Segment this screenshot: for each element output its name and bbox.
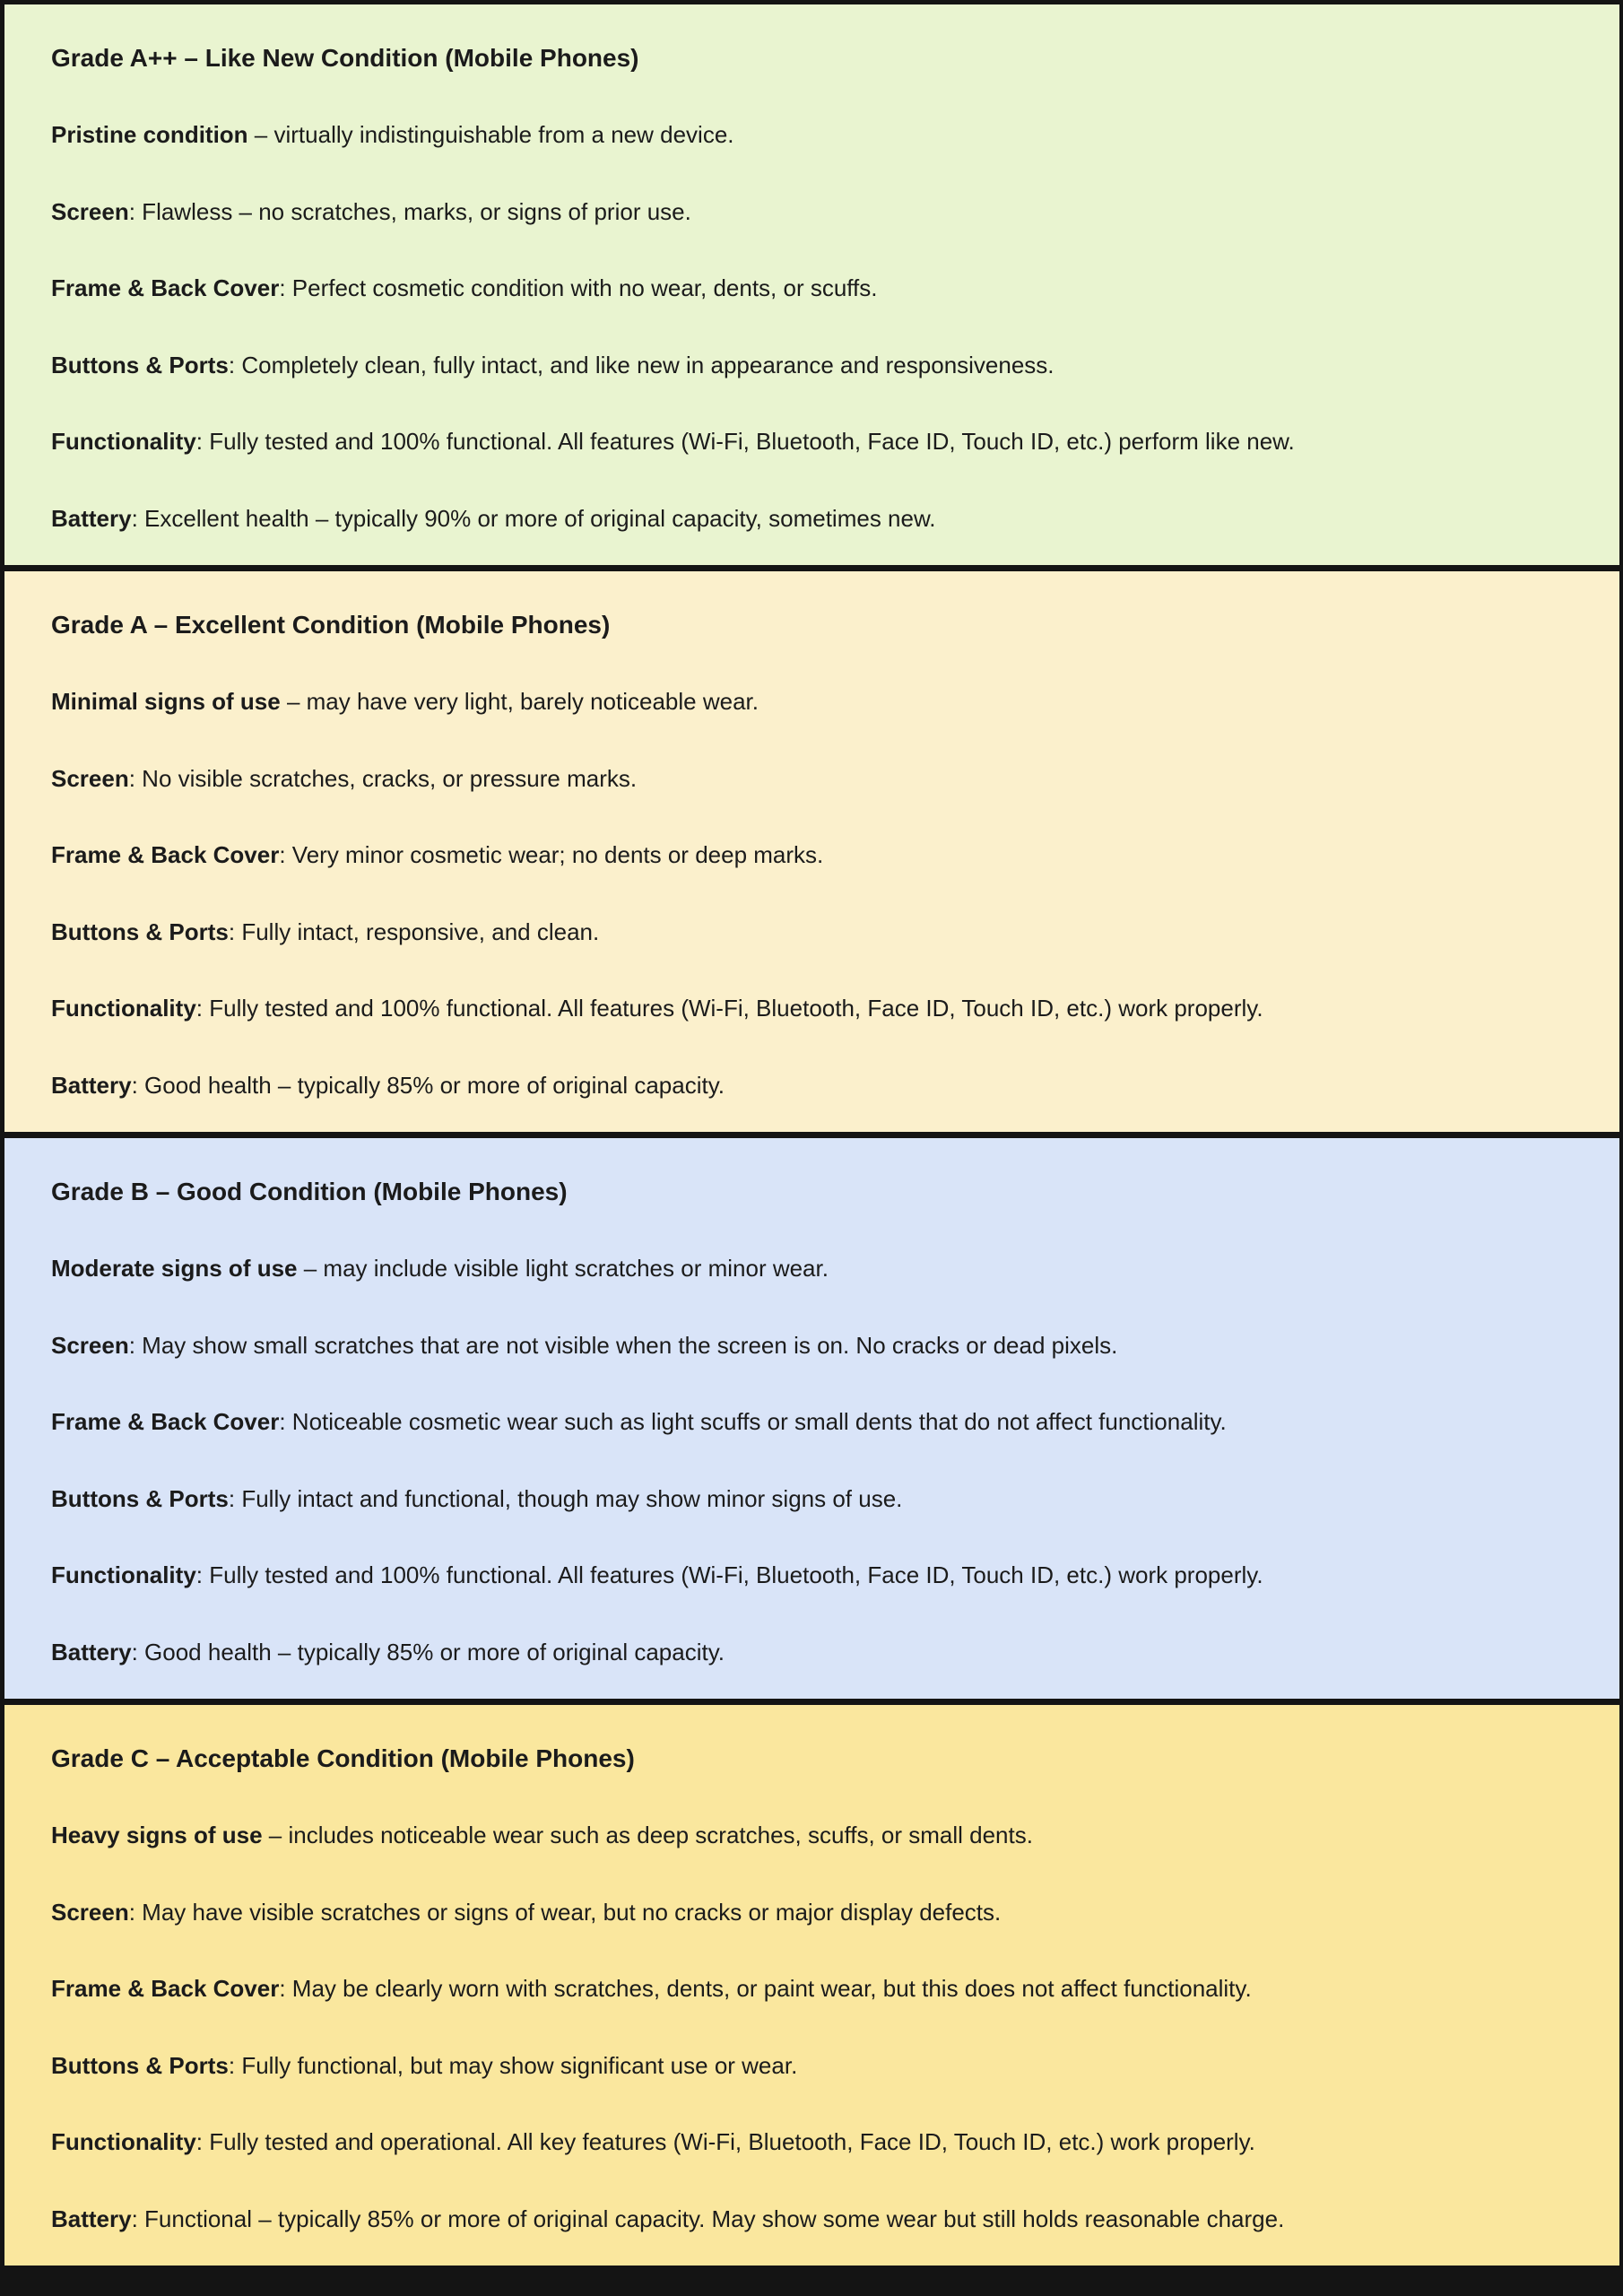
condition-text: : Good health – typically 85% or more of original capacity. xyxy=(131,1638,725,1665)
condition-label: Battery xyxy=(51,2205,132,2232)
condition-label: Battery xyxy=(51,1638,132,1665)
condition-text: – includes noticeable wear such as deep scratches, scuffs, or small dents. xyxy=(262,1822,1033,1848)
condition-label: Battery xyxy=(51,504,132,532)
condition-label: Functionality xyxy=(51,1561,196,1588)
condition-summary-item xyxy=(51,1254,1570,1283)
condition-label: Screen xyxy=(51,764,129,792)
condition-label: Battery xyxy=(51,1071,132,1099)
frame-back-cover-item xyxy=(51,1407,1570,1437)
battery-item xyxy=(51,2205,1570,2234)
buttons-ports-item xyxy=(51,351,1570,380)
battery-item xyxy=(51,1071,1570,1100)
condition-text: – may have very light, barely noticeable wear. xyxy=(280,688,759,715)
condition-summary-item xyxy=(51,120,1570,150)
condition-text: : May show small scratches that are not visible when the screen is on. No cracks or dead pixels. xyxy=(128,1331,1118,1359)
condition-summary-item xyxy=(51,687,1570,717)
section-title: Grade C – Acceptable Condition (Mobile Phones) xyxy=(51,1744,635,1772)
condition-text: : Perfect cosmetic condition with no wear, dents, or scuffs. xyxy=(279,274,878,301)
screen-item xyxy=(51,764,1570,794)
condition-label: Functionality xyxy=(51,428,196,455)
grade-b-section xyxy=(4,1138,1619,1699)
functionality-item xyxy=(51,2127,1570,2157)
functionality-item xyxy=(51,994,1570,1023)
condition-label: Screen xyxy=(51,1331,129,1359)
buttons-ports-item xyxy=(51,1484,1570,1514)
condition-label: Buttons & Ports xyxy=(51,351,229,378)
condition-text: : May have visible scratches or signs of wear, but no cracks or major display defects. xyxy=(128,1898,1002,1926)
frame-back-cover-item xyxy=(51,274,1570,303)
condition-text: : No visible scratches, cracks, or pressure marks. xyxy=(128,764,638,792)
screen-item xyxy=(51,1331,1570,1361)
condition-text: – virtually indistinguishable from a new device. xyxy=(247,121,734,148)
condition-text: : Fully intact and functional, though may show minor signs of use. xyxy=(228,1484,903,1512)
condition-label: Frame & Back Cover xyxy=(51,1408,280,1435)
grading-guide xyxy=(4,4,1619,2266)
grade-c-section xyxy=(4,1705,1619,2266)
condition-label: Screen xyxy=(51,1898,129,1926)
condition-text: : Fully functional, but may show significant use or wear. xyxy=(228,2051,798,2079)
screen-item xyxy=(51,197,1570,227)
condition-label: Functionality xyxy=(51,995,196,1022)
condition-label: Buttons & Ports xyxy=(51,2051,229,2079)
screen-item xyxy=(51,1898,1570,1927)
condition-label: Frame & Back Cover xyxy=(51,1975,280,2002)
section-title: Grade A – Excellent Condition (Mobile Phones) xyxy=(51,611,611,639)
condition-text: : Very minor cosmetic wear; no dents or deep marks. xyxy=(279,841,824,868)
buttons-ports-item xyxy=(51,918,1570,947)
condition-text: : Flawless – no scratches, marks, or signs of prior use. xyxy=(128,197,691,225)
section-title: Grade A++ – Like New Condition (Mobile Phones) xyxy=(51,44,639,72)
battery-item xyxy=(51,1638,1570,1667)
condition-text: : Excellent health – typically 90% or more of original capacity, sometimes new. xyxy=(131,504,936,532)
condition-label: Heavy signs of use xyxy=(51,1822,263,1848)
condition-label: Pristine condition xyxy=(51,121,248,148)
condition-label: Buttons & Ports xyxy=(51,1484,229,1512)
condition-text: : May be clearly worn with scratches, dents, or paint wear, but this does not affect functionality. xyxy=(279,1975,1252,2002)
condition-label: Frame & Back Cover xyxy=(51,841,280,868)
condition-label: Screen xyxy=(51,197,129,225)
condition-text: : Functional – typically 85% or more of original capacity. May show some wear but still holds reasonable charge. xyxy=(131,2205,1285,2232)
condition-summary-item xyxy=(51,1821,1570,1850)
condition-text: : Completely clean, fully intact, and like new in appearance and responsiveness. xyxy=(228,351,1055,378)
condition-label: Minimal signs of use xyxy=(51,688,281,715)
condition-text: – may include visible light scratches or minor wear. xyxy=(297,1255,829,1282)
functionality-item xyxy=(51,1561,1570,1590)
functionality-item xyxy=(51,427,1570,457)
battery-item xyxy=(51,504,1570,534)
condition-label: Frame & Back Cover xyxy=(51,274,280,301)
section-title: Grade B – Good Condition (Mobile Phones) xyxy=(51,1178,568,1205)
condition-label: Functionality xyxy=(51,2128,196,2155)
condition-text: : Fully tested and 100% functional. All features (Wi-Fi, Bluetooth, Face ID, Touch ID, etc.) work properly. xyxy=(195,995,1263,1022)
condition-text: : Fully intact, responsive, and clean. xyxy=(228,918,600,945)
condition-text: : Good health – typically 85% or more of original capacity. xyxy=(131,1071,725,1099)
condition-text: : Fully tested and 100% functional. All features (Wi-Fi, Bluetooth, Face ID, Touch ID, etc.) perform like new. xyxy=(195,428,1295,455)
grade-a-plus-plus-section xyxy=(4,4,1619,565)
condition-label: Moderate signs of use xyxy=(51,1255,298,1282)
frame-back-cover-item xyxy=(51,840,1570,870)
condition-text: : Fully tested and 100% functional. All features (Wi-Fi, Bluetooth, Face ID, Touch ID, etc.) work properly. xyxy=(195,1561,1263,1588)
condition-text: : Noticeable cosmetic wear such as light scuffs or small dents that do not affect functionality. xyxy=(279,1408,1227,1435)
frame-back-cover-item xyxy=(51,1974,1570,2004)
condition-text: : Fully tested and operational. All key features (Wi-Fi, Bluetooth, Face ID, Touch ID, etc.) work properly. xyxy=(195,2128,1255,2155)
buttons-ports-item xyxy=(51,2051,1570,2081)
grade-a-section xyxy=(4,571,1619,1132)
condition-label: Buttons & Ports xyxy=(51,918,229,945)
